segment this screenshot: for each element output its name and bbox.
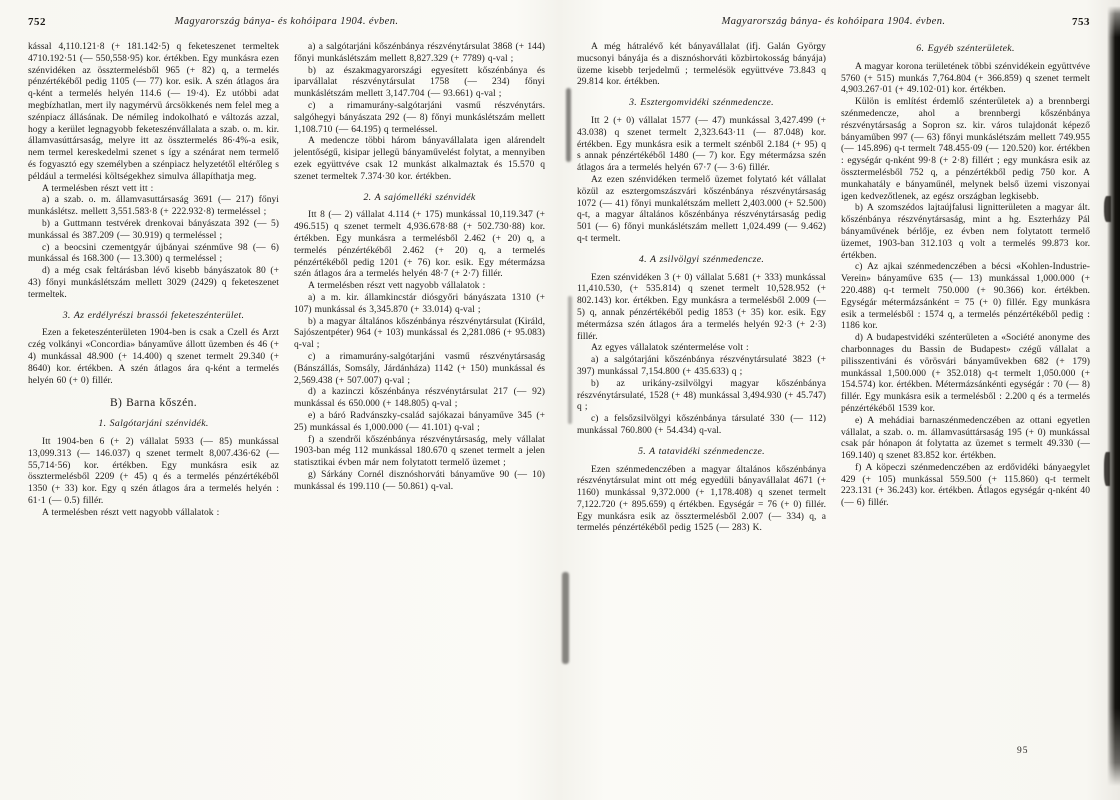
paragraph: Itt 2 (+ 0) vállalat 1577 (— 47) munkással 3,427.499 (+ 43.038) q szenet termelt 2,323.643·11 (— 87.048) kor. értékben. Egy munkásra esik a termelt szénből 2.184 (+ 95) q s annak pénzértékéből 1480 (— 7) kor. Egy métermázsa szén átlagos ára a termelés helyén 67·7 (— 3·6) fillér. xyxy=(577,115,826,174)
text-column-3 xyxy=(577,42,826,535)
paragraph: b) a Guttmann testvérek drenkovai bányászata 392 (— 5) munkással és 387.209 (— 30.919) q termeléssel ; xyxy=(28,218,279,241)
text-columns xyxy=(28,42,545,770)
paragraph: A magyar korona területének többi szénvidékein együttvéve 5760 (+ 515) munkás 7,764.804 (+ 366.859) q szenet termelt 4,903.267·01 (+ 49.102·01) kor. értékben. xyxy=(841,61,1090,96)
section-heading: 2. A sajómelléki szénvidék xyxy=(363,191,476,203)
section-heading: 3. Az erdélyrészi brassói feketeszénterület. xyxy=(62,309,245,321)
paragraph: Ezen szénmedenczében a magyar általános kőszénbánya részvénytársulat mint ott még egyedüli bányavállalat 4671 (+ 1160) munkással 9,372.000 (+ 1,178.408) q szenet termelt 7,122.720 (+ 895.659) q értékben. Egységár = 76 (+ 0) fillér. Egy munkásra esik az össztermelésből 2.007 (— 334) q, a termelés pénzértékéből pedig 1525 (— 283) K. xyxy=(577,464,826,534)
paragraph: c) a rimamurány-salgótarjáni vasmű részvénytársaság (Bánszállás, Somsály, Járdánháza) 1142 (+ 150) munkással és 2,569.438 (+ 507.007) q-val ; xyxy=(294,351,545,386)
paragraph: a) a szab. o. m. államvasuttársaság 3691 (— 217) főnyi munkáslétsz. mellett 3,551.583·8 (+ 222.932·8) termeléssel ; xyxy=(28,195,279,218)
section-heading: 1. Salgótarjáni szénvidék. xyxy=(98,418,209,430)
text-column-4 xyxy=(841,42,1090,510)
page-752 xyxy=(0,0,555,800)
page-number: 753 xyxy=(1072,16,1090,28)
paragraph: Itt 8 (— 2) vállalat 4.114 (+ 175) munkással 10,119.347 (+ 496.515) q szenet termelt 4,936.678·88 (+ 502.730·88) kor. értékben. Egy munkásra a termelésből 2.462 (+ 20) q, a termelés pénzértékéből 2.462 (+ 20) q, a termelés pénzértékéből pedig 1201 (+ 76) kor. esik. Egy métermázsa szén átlagos ára a termelés helyén 48·7 (+ 2·7) fillér. xyxy=(294,210,545,280)
text-column-2 xyxy=(294,42,545,493)
paragraph: c) a rimamurány-salgótarjáni vasmű részvénytárs. salgóhegyi bányászata 292 (— 8) főnyi munkáslétszám mellett 1,108.710 (— 64.195) q termeléssel. xyxy=(294,100,545,135)
scan-edge-blob xyxy=(1104,196,1111,222)
paragraph: g) Sárkány Cornél disznóshorváti bányaműve 90 (— 10) munkással és 199.110 (— 50.861) q-val. xyxy=(294,469,545,492)
paragraph: f) a szendrői kőszénbánya részvénytársaság, mely vállalat 1903-ban még 112 munkással 180.670 q szenet termelt a jelen statisztikai évben már nem folytatott termelő üzemet ; xyxy=(294,434,545,469)
page-header xyxy=(577,16,1090,32)
paragraph: e) a báró Radvánszky-család sajókazai bányaműve 345 (+ 25) munkással és 1,000.000 (— 41.101) q-val ; xyxy=(294,410,545,433)
page-753 xyxy=(555,0,1120,800)
gutter-smudge xyxy=(566,88,571,162)
paragraph: b) a magyar általános kőszénbánya részvénytársulat (Királd, Sajószentpéter) 964 (+ 103) munkással és 2,281.086 (+ 95.083) q-val ; xyxy=(294,316,545,351)
running-title: Magyarország bánya- és kohóipara 1904. évben. xyxy=(174,16,399,27)
paragraph: e) A mehádiai barnaszénmedenczében az ottani egyetlen vállalat, a szab. o. m. államvasúttársaság 195 (+ 0) munkással csak pár hónapon át folytatta az üzemet s termelt 49.330 (— 169.140) q szenet 83.852 kor. értékben. xyxy=(841,415,1090,462)
paragraph: d) a még csak feltárásban lévő kisebb bányászatok 80 (+ 43) főnyi munkáslétszám mellett 3029 (2429) q feketeszenet termeltek. xyxy=(28,266,279,300)
paragraph: c) Az ajkai szénmedenczében a bécsi «Kohlen-Industrie-Verein» bányaműve 635 (— 13) munkással 1,000.000 (+ 220.488) q-t termelt 750.000 (+ 90.366) kor. értékben. Egységár métermázsánként = 75 (+ 0) fillér. Egy munkásra esik a termelésből : 1574 q, a termelés pénzértékéből pedig : 1186 kor. xyxy=(841,262,1090,332)
paragraph: A termelésben részt vett nagyobb vállalatok : xyxy=(42,507,220,518)
section-heading: 3. Esztergomvidéki szénmedencze. xyxy=(629,97,774,109)
section-heading: 4. A zsilvölgyi szénmedencze. xyxy=(638,253,765,265)
gutter-smudge xyxy=(568,296,572,424)
paragraph: c) a beocsini czementgyár újbányai szénműve 98 (— 6) munkással és 168.300 (— 13.300) q termeléssel ; xyxy=(28,242,279,265)
paragraph: a) a salgótarjáni kőszénbánya részvénytársulaté 3823 (+ 397) munkással 7,154.800 (+ 435.633) q ; xyxy=(577,355,826,377)
text-columns xyxy=(577,42,1090,770)
section-heading: 5. A tatavidéki szénmedencze. xyxy=(638,445,765,457)
paragraph: Itt 1904-ben 6 (+ 2) vállalat 5933 (— 85) munkással 13,099.313 (— 146.037) q szenet termelt 8,007.436·62 (— 55,714·56) kor. értékben. Egy munkásra esik az össztermelésből 2209 (+ 45) q és a termelés pénzértékéből 1350 (+ 33) kor. Egy q szén átlagos ára a termelés helyén : 61·1 (— 0.5) fillér. xyxy=(28,436,279,506)
paragraph: kással 4,110.121·8 (+ 181.142·5) q feketeszenet termeltek 4710.192·51 (— 550,558·95) kor. értékben. Egy munkásra ezen szénvidéken az össztermelésből 965 (+ 82) q, a termelés pénzértékéből pedig 1105 (— 77) kor. esik. A szén átlagos ára q-ként a termelés helyén 114.6 (— 19·4). Ez utóbbi adat megbízhatlan, mert ily nagymérvü árcsökkenés nem felel meg a szénpiacz állásának. De némileg indokolható e változás azzal, hogy a kerület legnagyobb feketeszénvállalata a szab. o. m. kir. államvasúttársaság, melyre itt az össztermelés 86·4%-a esik, nem termel kereskedelmi szenet s így a szénárat nem termelő és fogyasztó egy személyben a szénpiacz helyzetétől eltérőleg s például a termelési költségekhez simulva állapíthatja meg. xyxy=(28,42,279,182)
paragraph: d) a kazinczi kőszénbánya részvénytársulat 217 (— 92) munkással és 650.000 (+ 148.805) q-val ; xyxy=(294,387,545,410)
paragraph: Ezen a feketeszénterületen 1904-ben is csak a Czell és Arzt czég volkányi «Concordia» bányaműve állott üzemben és 46 (+ 4) munkással 48.900 (+ 14.400) q szenet termelt 29.340 (+ 8640) kor. értékben. A szén átlagos ára q-ként a termelés helyén 60 (+ 0) fillér. xyxy=(28,328,279,386)
paragraph: a) a m. kir. államkincstár diósgyőri bányászata 1310 (+ 107) munkással és 3,345.870 (+ 33.014) q-val ; xyxy=(294,292,545,315)
paragraph: b) az urikány-zsilvölgyi magyar kőszénbánya részvénytársulaté, 1528 (+ 48) munkással 3,494.930 (+ 45.747) q ; xyxy=(577,378,826,413)
paragraph: Az ezen szénvidéken termelő üzemet folytató két vállalat közül az esztergomszászvári kőszénbánya részvénytársaság 1072 (— 41) főnyi munkalétszám mellett 2,403.000 (+ 52.500) q-t, a magyar általános kőszénbánya részvénytársaság pedig 501 (— 6) főnyi munkáslétszám mellett 1,024.499 (— 9.462) q-t termelt. xyxy=(577,174,826,244)
section-heading: B) Barna kőszén. xyxy=(109,397,198,410)
paragraph: a) a salgótarjáni kőszénbánya részvénytársulat 3868 (+ 144) főnyi munkáslétszám mellett 8,827.329 (+ 7789) q-val ; xyxy=(294,42,545,64)
paragraph: A termelésben részt vett itt : xyxy=(42,183,154,194)
paragraph: A termelésben részt vett nagyobb vállalatok : xyxy=(308,281,486,292)
paragraph: b) A szomszédos lajtaújfalusi lignitterületen a magyar ált. kőszénbánya részvénytársaság, mint a hg. Eszterházy Pál bányaművének bérlője, ez évben nem folytatott termelő üzemet, 1903-ban 312.103 q volt a termelés 99.873 kor. értékben. xyxy=(841,203,1090,261)
paragraph: f) A köpeczi szénmedenczében az erdővidéki bányaegylet 429 (+ 105) munkással 559.500 (+ 115.860) q-t termelt 223.131 (+ 36.243) kor. értékben. Átlagos egységár q-nként 40 (— 6) fillér. xyxy=(841,462,1090,509)
paragraph: A medencze többi három bányavállalata igen alárendelt jelentőségű, kisipar jellegü bányaművelést folytat, a mennyiben ezek együttvéve csak 12 munkást alkalmaztak és 15.570 q szenet termeltek 7.374·30 kor. értékben. xyxy=(294,136,545,182)
paragraph: c) a felsőzsilvölgyi kőszénbánya társulaté 330 (— 112) munkással 760.800 (+ 54.434) q-val. xyxy=(577,414,826,436)
scan-edge-artifact xyxy=(1107,6,1120,786)
page-number: 752 xyxy=(28,16,46,28)
page-header xyxy=(28,16,545,32)
paragraph: d) A budapestvidéki szénterületen a «Société anonyme des charbonnages du Bassin de Budapest» czégű vállalat a pilisszentiváni és vörösvári bányaművekben 682 (+ 179) munkással 1,500.000 (+ 352.018) q-t termelt 1,050.000 (+ 154.574) kor. értékben. Métermázsánkénti egységár : 70 (— 8) fillér. Egy munkásra esik a termelésből : 2.200 q és a termelés pénzértékéből 1539 kor. xyxy=(841,333,1090,414)
scan-edge-blob xyxy=(1104,452,1110,486)
signature-mark: 95 xyxy=(1017,746,1029,756)
running-title: Magyarország bánya- és kohóipara 1904. évben. xyxy=(721,16,946,27)
paragraph: Külön is említést érdemlő szénterületek a) a brennbergi szénmedencze, ahol a brennbergi kőszénbánya részvénytársaság a Sopron sz. kir. város tulajdonát képező bányaműben 997 (— 63) főnyi munkáslétszám mellett 749.955 (— 145.896) q-t termelt 748.455·09 (— 120.520) kor. értékben : egységár q-nként 99·8 (+ 2·8) fillért ; egy munkásra esik az össztermelésből 752 q, a pénzértékből pedig 750 kor. A munkahatály e bányaműnél, melynek belső üzemi viszonyai igen kedvezőtlenek, az egész országban legkisebb. xyxy=(841,97,1090,202)
section-heading: 6. Egyéb szénterületek. xyxy=(916,43,1015,54)
paragraph: Ezen szénvidéken 3 (+ 0) vállalat 5.681 (+ 333) munkással 11,410.530, (+ 535.814) q szenet termelt 10,528.952 (+ 802.143) kor. értékben. Egy munkásra a termelésből 2.009 (— 5) q, annak pénzértékéből pedig 1853 (+ 35) kor. esik. Egy métermázsa szén átlagos ára a termelés helyén 92·3 (+ 2·3) fillér. xyxy=(577,272,826,342)
gutter-smudge xyxy=(562,572,569,664)
paragraph: Az egyes vállalatok széntermelése volt : xyxy=(591,343,749,354)
paragraph: b) az északmagyarországi egyesített kőszénbánya és iparvállalat részvénytársulat 1758 (— 234) főnyi munkáslétszám mellett 3,147.704 (— 93.661) q-val ; xyxy=(294,65,545,100)
text-column-1 xyxy=(28,42,279,519)
paragraph: A még hátralévő két bányavállalat (ifj. Galán György mucsonyi bányája és a disznóshorváti közbirtokosság bányája) üzeme kisebb terjedelmű ; termelésök együttvéve 73.843 q 29.814 kor. értékben. xyxy=(577,42,826,88)
